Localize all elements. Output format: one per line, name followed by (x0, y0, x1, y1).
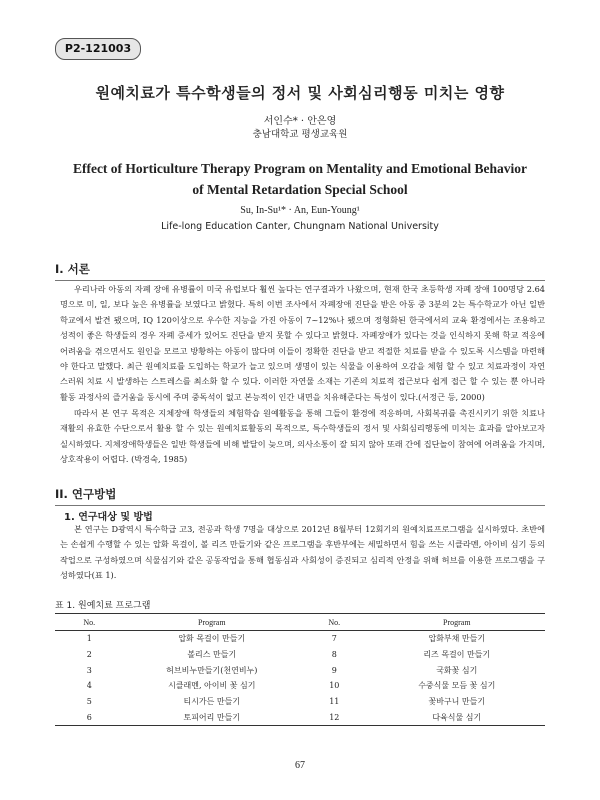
cell-program: 꽃바구니 만들기 (428, 697, 486, 707)
cell-no: 2 (86, 650, 92, 660)
cell-no: 9 (331, 665, 337, 675)
table-row (55, 631, 545, 647)
authors-english: Su, In-Su¹* · An, Eun-Young¹ (240, 205, 360, 216)
cell-no: 11 (329, 697, 340, 707)
intro-paragraph-1: 우리나라 아동의 자폐 장애 유병률이 미국 유럽보다 훨씬 높다는 연구결과가 나왔으며, 현재 한국 초등학생 자폐 장애 100명당 2.64명으로 미, 일, 보다 높은 유병률을 보였다고 밝혔다. 특히 이번 조사에서 자폐장애 진단을 받은 아동 중 3분의 2는 특수학교가 아닌 일반 학교에서 발견 됐으며, IQ 120이상으로 우수한 지능을 가진 아동이 7~12%나 됐으며 정형화된 한국에서의 교육 환경에서는 조용하고 성적이 좋은 학생들의 경우 자폐 증세가 있어도 진단을 받지 못할 수 있다고 밝혔다. 자폐장애가 있다는 것을 인식하지 못해 학교 적응에 어려움을 겪으면서도 원인을 모르고 방황하는 아동이 많다며 이들이 정확한 진단을 받고 적절한 치료를 받을 수 있도록 시스템을 마련해야 한다고 말했다. 최근 원예치료를 도입하는 학교가 늘고 있으며 생명이 있는 식물을 이용하여 오감을 체험 할 수 있고 치료과정이 자연스러워 치료 시 발생하는 스트레스를 최소화 할 수 있다. 이러한 자연물 소재는 기존의 치료적 접근보다 쉽게 접근 할 수 있는 뿐 아니라 활동 과정사의 즐거움을 동시에 주며 중독석이 없고 본능적이 인간 내면을 치유해준다는 특성이 있다.(서정근 등, 2000) (60, 284, 545, 402)
cell-no: 6 (55, 709, 124, 725)
cell-program: 리즈 목걸이 만들기 (423, 650, 491, 660)
cell-program: 압화 목걸이 만들기 (178, 634, 246, 644)
table-row (55, 694, 545, 710)
cell-no: 7 (331, 634, 337, 644)
table-row (55, 709, 545, 725)
cell-program: 수중식물 모듬 꽃 심기 (418, 681, 496, 691)
section-heading-intro: I. 서론 (55, 261, 545, 281)
cell-no: 1 (86, 634, 92, 644)
cell-no: 8 (331, 650, 337, 660)
table-caption: 표 1. 원예치료 프로그램 (55, 601, 151, 611)
table-row (55, 647, 545, 663)
table-row (55, 662, 545, 678)
intro-paragraph-2: 따라서 본 연구 목적은 지체장애 학생들의 체험학습 원예활동을 통해 그들이 환경에 적응하며, 사회복귀를 촉진시키기 위한 치료나 재활의 유효한 수단으로서 활용 할 수 있는 원예치료활동의 목적으로, 특수학생들의 정서 및 사회심리행동에 미치는 효과를 알아보고자 실시하였다. 지체장애학생들은 일반 학생들에 비해 발달이 늦으며, 의사소통이 잘 되지 않아 또래 간에 집단놀이 참여에 어려움을 가지며, 상호작용이 어렵다. (박경숙, 1985) (60, 408, 545, 465)
title-korean: 원예치료가 특수학생들의 정서 및 사회심리행동 미치는 영향 (95, 84, 505, 102)
title-english (0, 158, 600, 200)
subsection-heading-subjects: 1. 연구대상 및 방법 (64, 512, 153, 523)
header-no-2: No. (300, 614, 369, 631)
poster-id-badge: P2-121003 (55, 38, 141, 60)
method-paragraph-1: 본 연구는 D광역시 특수학급 고3, 전공과 학생 7명을 대상으로 2012년 8월부터 12회기의 원예치료프로그램을 실시하였다. 초반에는 손쉽게 수행할 수 있는 압화 목걸이, 볼 리즈 만들기와 같은 프로그램을 후반부에는 세밀하면서 힘을 쓰는 시클라멘, 아이비 심기 등의 작업으로 구성하였으며 식물심기와 같은 공동작업을 통해 협동심과 사회성이 증진되고 심리적 안정을 위해 허브를 이용한 프로그램을 구성하였다(표 1). (60, 524, 545, 581)
cell-no: 4 (86, 681, 92, 691)
table-row (55, 678, 545, 694)
header-no-1: No. (55, 614, 124, 631)
cell-no: 12 (300, 709, 369, 725)
cell-no: 10 (329, 681, 340, 691)
header-program-1: Program (124, 614, 300, 631)
header-program-2: Program (369, 614, 545, 631)
cell-program: 볼리스 만들기 (187, 650, 237, 660)
affiliation-english: Life-long Education Canter, Chungnam National University (161, 221, 439, 232)
cell-program: 토피어리 만들기 (124, 709, 300, 725)
cell-program: 압화부채 만들기 (428, 634, 486, 644)
cell-no: 5 (86, 697, 92, 707)
program-table (55, 613, 545, 726)
section-heading-method: II. 연구방법 (55, 486, 545, 506)
cell-program: 시클래멘, 아이비 꽃 심기 (168, 681, 256, 691)
authors-korean: 서인수* · 안은영 (263, 116, 337, 127)
affiliation-korean: 충남대학교 평생교육원 (252, 129, 348, 140)
title-english-line2: of Mental Retardation Special School (192, 182, 408, 197)
cell-no: 3 (86, 665, 92, 675)
page-number: 67 (295, 760, 305, 771)
cell-program: 티시가든 만들기 (183, 697, 241, 707)
cell-program: 국화꽃 심기 (436, 665, 478, 675)
cell-program: 허브비누만들기(천연비누) (166, 665, 258, 675)
title-english-line1: Effect of Horticulture Therapy Program on Mentality and Emotional Behavior (72, 161, 528, 176)
table-header-row (55, 614, 545, 631)
cell-program: 다육식물 심기 (369, 709, 545, 725)
